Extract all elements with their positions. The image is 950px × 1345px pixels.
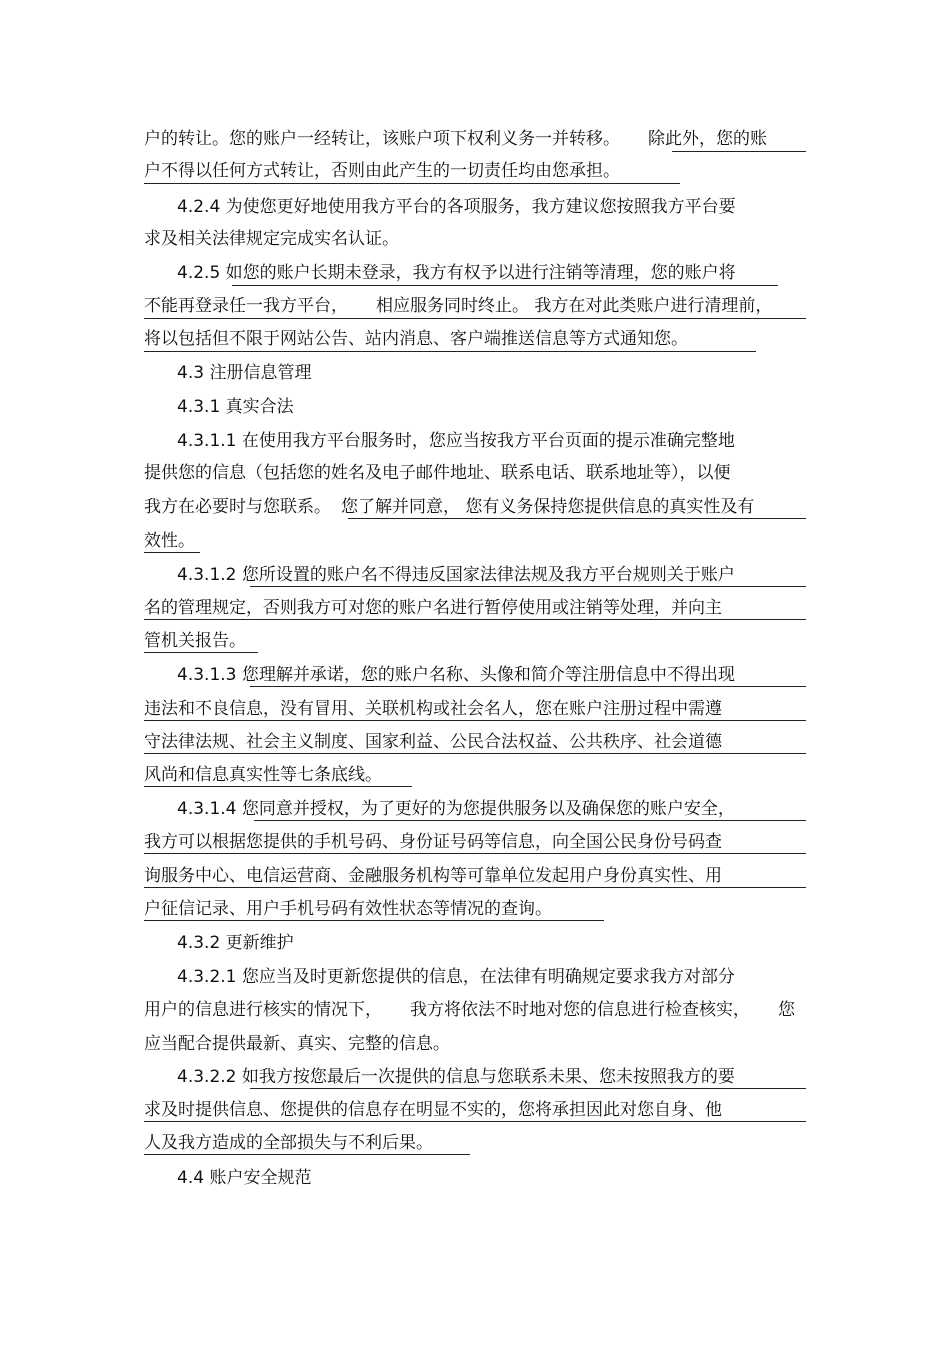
line-text: 4.4 账户安全规范 — [177, 1168, 312, 1188]
paragraph-line — [144, 328, 688, 350]
line-text: 户不得以任何方式转让，否则由此产生的一切责任均由您承担。 — [144, 161, 620, 181]
paragraph-line — [177, 1066, 735, 1088]
underline — [144, 887, 806, 888]
paragraph-line — [177, 262, 736, 284]
paragraph-line — [177, 664, 735, 686]
underline — [144, 786, 412, 787]
underline — [144, 183, 680, 184]
line-text: 户征信记录、用户手机号码有效性状态等情况的查询。 — [144, 899, 552, 919]
underline — [144, 318, 806, 319]
line-text: 4.3.1.1 在使用我方平台服务时，您应当按我方平台页面的提示准确完整地 — [177, 431, 735, 451]
line-text: 违法和不良信息，没有冒用、关联机构或社会名人，您在账户注册过程中需遵 — [144, 699, 722, 719]
paragraph-line — [177, 196, 736, 218]
paragraph-line — [177, 966, 735, 988]
line-text: 4.3 注册信息管理 — [177, 363, 312, 383]
underline — [144, 552, 200, 553]
line-text: 户的转让。您的账户一经转让，该账户项下权利义务一并转移。 — [144, 129, 620, 149]
line-text: 您 — [778, 1000, 795, 1020]
paragraph-line — [144, 698, 722, 720]
line-text: 4.3.1.3 您理解并承诺，您的账户名称、头像和简介等注册信息中不得出现 — [177, 665, 735, 685]
paragraph-line — [144, 128, 767, 150]
paragraph-line — [144, 1132, 433, 1154]
paragraph-line — [144, 1033, 450, 1055]
paragraph-line — [144, 462, 731, 484]
section-heading — [177, 362, 311, 384]
line-text: 4.2.4 为使您更好地使用我方平台的各项服务，我方建议您按照我方平台要 — [177, 197, 736, 217]
line-text: 4.3.1 真实合法 — [177, 397, 294, 417]
underline — [144, 1121, 806, 1122]
paragraph-line — [144, 865, 722, 887]
paragraph-line — [144, 999, 795, 1021]
paragraph-line — [144, 898, 552, 920]
underline — [232, 285, 778, 286]
line-text: 管机关报告。 — [144, 631, 246, 651]
underline — [144, 753, 806, 754]
line-text: 4.3.2.1 您应当及时更新您提供的信息，在法律有明确规定要求我方对部分 — [177, 967, 735, 987]
paragraph-line — [144, 295, 772, 317]
line-text: 我方在必要时与您联系。 — [144, 497, 331, 517]
line-text: 效性。 — [144, 531, 195, 551]
underline — [144, 853, 806, 854]
underline — [672, 151, 806, 152]
line-text: 将以包括但不限于网站公告、站内消息、客户端推送信息等方式通知您。 — [144, 329, 688, 349]
paragraph-line — [177, 430, 735, 452]
line-text: 应当配合提供最新、真实、完整的信息。 — [144, 1034, 450, 1054]
line-text: 我方可以根据您提供的手机号码、身份证号码等信息，向全国公民身份号码查 — [144, 832, 722, 852]
line-text: 守法律法规、社会主义制度、国家利益、公民合法权益、公共秩序、社会道德 — [144, 732, 722, 752]
line-text: 相应服务同时终止。 我方在对此类账户进行清理前， — [376, 296, 773, 316]
line-text: 4.3.1.4 您同意并授权，为了更好的为您提供服务以及确保您的账户安全， — [177, 799, 735, 819]
underline — [254, 820, 806, 821]
line-text: 4.2.5 如您的账户长期未登录，我方有权予以进行注销等清理，您的账户将 — [177, 263, 736, 283]
underline — [144, 1154, 470, 1155]
paragraph-line — [144, 731, 722, 753]
line-text: 您了解并同意， 您有义务保持您提供信息的真实性及有 — [341, 497, 755, 517]
underline — [144, 652, 258, 653]
underline — [144, 920, 604, 921]
line-text: 提供您的信息（包括您的姓名及电子邮件地址、联系电话、联系地址等），以便 — [144, 463, 731, 483]
line-text: 风尚和信息真实性等七条底线。 — [144, 765, 382, 785]
line-text: 4.3.2 更新维护 — [177, 933, 294, 953]
line-text: 用户的信息进行核实的情况下， — [144, 1000, 382, 1020]
line-text: 除此外，您的账 — [648, 129, 767, 149]
underline — [144, 720, 806, 721]
paragraph-line — [144, 1099, 722, 1121]
underline — [250, 1088, 806, 1089]
line-text: 4.3.1.2 您所设置的账户名不得违反国家法律法规及我方平台规则关于账户 — [177, 565, 735, 585]
paragraph-line — [144, 630, 246, 652]
paragraph-line — [144, 764, 382, 786]
underline — [348, 518, 806, 519]
paragraph-line — [144, 496, 754, 518]
line-text: 4.3.2.2 如我方按您最后一次提供的信息与您联系未果、您未按照我方的要 — [177, 1067, 735, 1087]
paragraph-line — [144, 831, 722, 853]
paragraph-line — [144, 228, 399, 250]
line-text: 名的管理规定，否则我方可对您的账户名进行暂停使用或注销等处理，并向主 — [144, 598, 722, 618]
line-text: 我方将依法不时地对您的信息进行检查核实， — [410, 1000, 750, 1020]
underline — [144, 351, 756, 352]
section-heading — [177, 396, 294, 418]
underline — [250, 586, 806, 587]
paragraph-line — [177, 564, 735, 586]
section-heading — [177, 932, 294, 954]
line-text: 询服务中心、电信运营商、金融服务机构等可靠单位发起用户身份真实性、用 — [144, 866, 722, 886]
paragraph-line — [177, 798, 735, 820]
line-text: 不能再登录任一我方平台， — [144, 296, 348, 316]
line-text: 人及我方造成的全部损失与不利后果。 — [144, 1133, 433, 1153]
line-text: 求及相关法律规定完成实名认证。 — [144, 229, 399, 249]
section-heading — [177, 1167, 311, 1189]
paragraph-line — [144, 597, 722, 619]
underline — [250, 686, 806, 687]
underline — [144, 619, 806, 620]
paragraph-line — [144, 160, 620, 182]
line-text: 求及时提供信息、您提供的信息存在明显不实的，您将承担因此对您自身、他 — [144, 1100, 722, 1120]
paragraph-line — [144, 530, 195, 552]
